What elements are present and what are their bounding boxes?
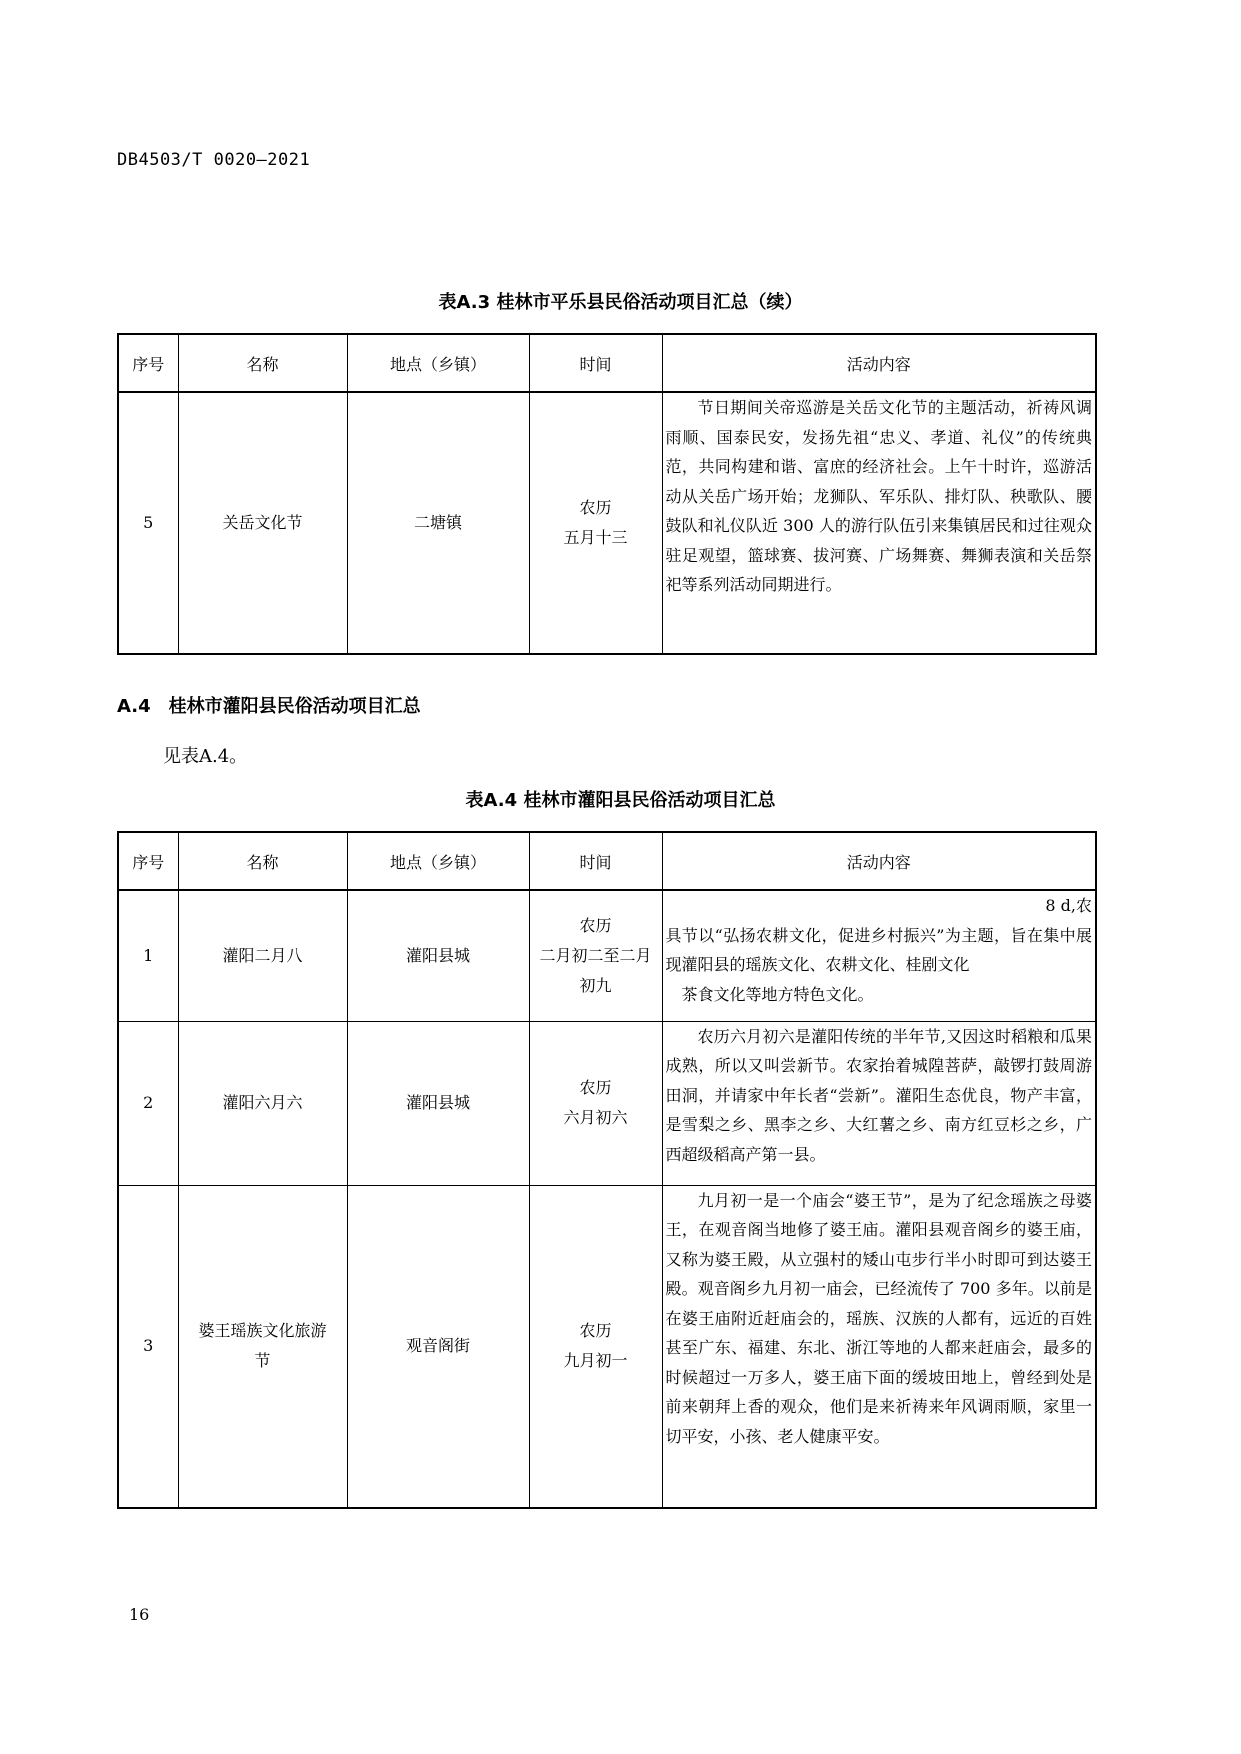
time-line: 二月初二至二月: [539, 945, 652, 965]
time-line: 六月初六: [563, 1108, 628, 1127]
column-header-time: 时间: [529, 832, 662, 890]
name-line: 节: [254, 1351, 271, 1371]
cell-no: 1: [118, 890, 178, 1021]
cell-content: [662, 392, 1096, 654]
table-row: [118, 890, 1096, 1021]
time-line: 九月初一: [563, 1351, 628, 1371]
section-number: A.4: [117, 696, 151, 717]
see-table-text: 见表A.4。: [163, 746, 248, 767]
name-line: 婆王瑶族文化旅游: [198, 1321, 327, 1341]
column-header-content: 活动内容: [662, 832, 1096, 890]
column-header-name: 名称: [178, 334, 347, 392]
table-a3-title: 表A.3 桂林市平乐县民俗活动项目汇总（续）: [438, 292, 803, 313]
cell-place: 灌阳县城: [347, 1021, 529, 1185]
cell-content: [662, 890, 1096, 1021]
table-a4-header-row: [118, 832, 1096, 890]
table-row: [118, 1185, 1096, 1508]
column-header-place: 地点（乡镇）: [347, 832, 529, 890]
time-line: 初九: [579, 975, 612, 995]
table-row: [118, 1021, 1096, 1185]
time-line: 农历: [579, 1321, 612, 1341]
cell-name: 灌阳二月八: [178, 890, 347, 1021]
table-a3: [117, 333, 1097, 655]
content-text: 节日期间关帝巡游是关岳文化节的主题活动，祈祷风调雨顺、国泰民安，发扬先祖“忠义、孝道、礼仪”的传统典范，共同构建和谐、富庶的经济社会。上午十时许，巡游活动从关岳广场开始；龙狮队、军乐队、排灯队、秧歌队、腰鼓队和礼仪队近 300 人的游行队伍引来集镇居民和过往观众驻足观望，篮球赛、拔河赛、广场舞赛、舞狮表演和关岳祭祀等系列活动同期进行。: [665, 398, 1092, 594]
content-text: 九月初一是一个庙会“婆王节”，是为了纪念瑶族之母婆王，在观音阁当地修了婆王庙。灌阳县观音阁乡的婆王庙，又称为婆王殿，从立强村的矮山屯步行半小时即可到达婆王殿。观音阁乡九月初一庙会，已经流传了 700 多年。以前是在婆王庙附近赶庙会的，瑶族、汉族的人都有，远近的百姓甚至广东、福建、东北、浙江等地的人都来赶庙会，最多的时候超过一万多人，婆王庙下面的缓坡田地上，曾经到处是前来朝拜上香的观众，他们是来祈祷来年风调雨顺，家里一切平安，小孩、老人健康平安。: [665, 1190, 1092, 1446]
column-header-name: 名称: [178, 832, 347, 890]
cell-content: [662, 1021, 1096, 1185]
document-code: DB4503/T 0020—2021: [117, 150, 311, 170]
cell-name: [178, 1185, 347, 1508]
content-text: 农历六月初六是灌阳传统的半年节,又因这时稻粮和瓜果成熟，所以又叫尝新节。农家抬着城隍菩萨，敲锣打鼓周游田洞，并请家中年长者“尝新”。灌阳生态优良，物产丰富，是雪梨之乡、黑李之乡、大红薯之乡、南方红豆杉之乡，广西超级稻高产第一县。: [665, 1026, 1092, 1164]
cell-no: 2: [118, 1021, 178, 1185]
cell-time: [529, 1021, 662, 1185]
column-header-place: 地点（乡镇）: [347, 334, 529, 392]
content-text: 8 d,农: [1045, 896, 1092, 915]
cell-time: [529, 890, 662, 1021]
cell-no: 5: [118, 392, 178, 654]
section-title: 桂林市灌阳县民俗活动项目汇总: [168, 696, 421, 717]
table-a3-header-row: [118, 334, 1096, 392]
column-header-content: 活动内容: [662, 334, 1096, 392]
time-line: 农历: [579, 915, 612, 935]
table-row: [118, 392, 1096, 654]
table-a4: [117, 831, 1097, 1509]
time-line: 农历: [579, 498, 612, 517]
cell-place: 二塘镇: [347, 392, 529, 654]
content-text: 茶食文化等地方特色文化。: [681, 984, 874, 1004]
column-header-time: 时间: [529, 334, 662, 392]
time-line: 五月十三: [563, 528, 628, 547]
cell-no: 3: [118, 1185, 178, 1508]
table-a4-title: 表A.4 桂林市灌阳县民俗活动项目汇总: [465, 790, 776, 811]
page-number: 16: [129, 1605, 150, 1624]
section-heading: [117, 692, 421, 718]
cell-place: 灌阳县城: [347, 890, 529, 1021]
column-header-no: 序号: [118, 334, 178, 392]
cell-name: 灌阳六月六: [178, 1021, 347, 1185]
cell-place: 观音阁街: [347, 1185, 529, 1508]
cell-time: [529, 392, 662, 654]
content-text: 具节以“弘扬农耕文化，促进乡村振兴”为主题，旨在集中展现灌阳县的瑶族文化、农耕文化、桂剧文化: [665, 925, 1092, 974]
column-header-no: 序号: [118, 832, 178, 890]
cell-time: [529, 1185, 662, 1508]
time-line: 农历: [579, 1078, 612, 1097]
cell-name: 关岳文化节: [178, 392, 347, 654]
cell-content: [662, 1185, 1096, 1508]
